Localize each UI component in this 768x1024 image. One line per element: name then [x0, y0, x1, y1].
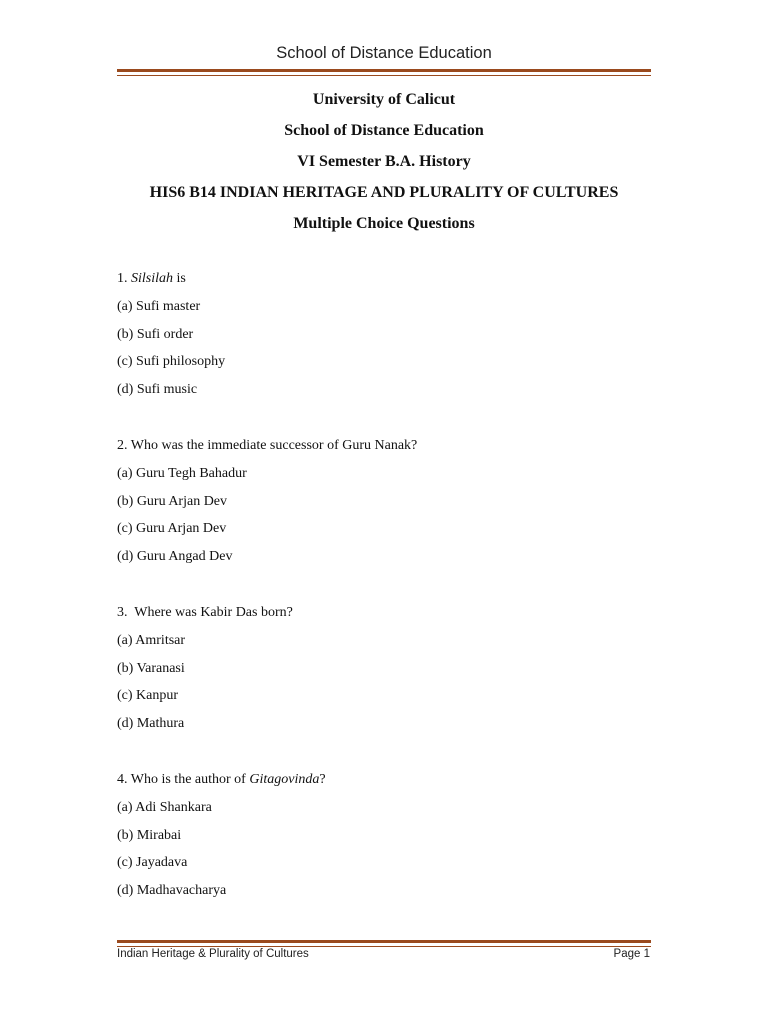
question-3-option-b: (b) Varanasi — [117, 660, 185, 676]
question-4-suffix: ? — [319, 771, 326, 787]
question-1-text — [117, 270, 657, 298]
question-3-prefix: 3. Where was Kabir Das born? — [117, 604, 293, 620]
question-4-text — [117, 771, 657, 799]
section-title: Multiple Choice Questions — [293, 215, 475, 232]
running-header: School of Distance Education — [276, 44, 492, 62]
question-1 — [117, 270, 657, 409]
question-2-text — [117, 437, 657, 465]
question-1-option-d: (d) Sufi music — [117, 382, 198, 398]
question-3-text — [117, 604, 657, 632]
question-4-prefix: 4. Who is the author of — [117, 771, 250, 787]
question-1-option-a: (a) Sufi master — [117, 298, 201, 314]
semester-title: VI Semester B.A. History — [297, 153, 471, 170]
question-2-option-a: (a) Guru Tegh Bahadur — [117, 465, 247, 481]
question-3-option-d: (d) Mathura — [117, 716, 185, 732]
footer-course-name: Indian Heritage & Plurality of Cultures — [117, 948, 309, 960]
question-2 — [117, 437, 657, 576]
school-title: School of Distance Education — [284, 122, 484, 139]
course-title: HIS6 B14 INDIAN HERITAGE AND PLURALITY OF CULTURES — [149, 184, 619, 201]
footer-rule — [117, 940, 651, 947]
title-block — [0, 90, 768, 245]
question-1-suffix: is — [173, 271, 186, 286]
question-3-option-c: (c) Kanpur — [117, 688, 179, 704]
question-2-option-b: (b) Guru Arjan Dev — [117, 493, 228, 509]
question-2-prefix: 2. Who was the immediate successor of Guru Nanak? — [117, 437, 418, 453]
question-3 — [117, 604, 657, 743]
question-3-option-a: (a) Amritsar — [117, 632, 186, 648]
question-list — [117, 270, 657, 938]
footer-page-number: Page 1 — [613, 948, 650, 960]
university-title: University of Calicut — [312, 91, 456, 108]
question-4 — [117, 771, 657, 910]
question-1-option-c: (c) Sufi philosophy — [117, 354, 226, 370]
question-1-italic: Silsilah — [131, 271, 174, 286]
question-2-option-d: (d) Guru Angad Dev — [117, 549, 233, 565]
question-4-option-d: (d) Madhavacharya — [117, 883, 227, 899]
question-1-prefix: 1. — [117, 271, 131, 286]
question-1-option-b: (b) Sufi order — [117, 326, 194, 342]
question-4-option-c: (c) Jayadava — [117, 855, 188, 871]
question-4-option-a: (a) Adi Shankara — [117, 799, 212, 815]
question-4-italic: Gitagovinda — [249, 771, 320, 787]
header-rule — [117, 69, 651, 76]
question-4-option-b: (b) Mirabai — [117, 827, 182, 843]
question-2-option-c: (c) Guru Arjan Dev — [117, 521, 227, 537]
